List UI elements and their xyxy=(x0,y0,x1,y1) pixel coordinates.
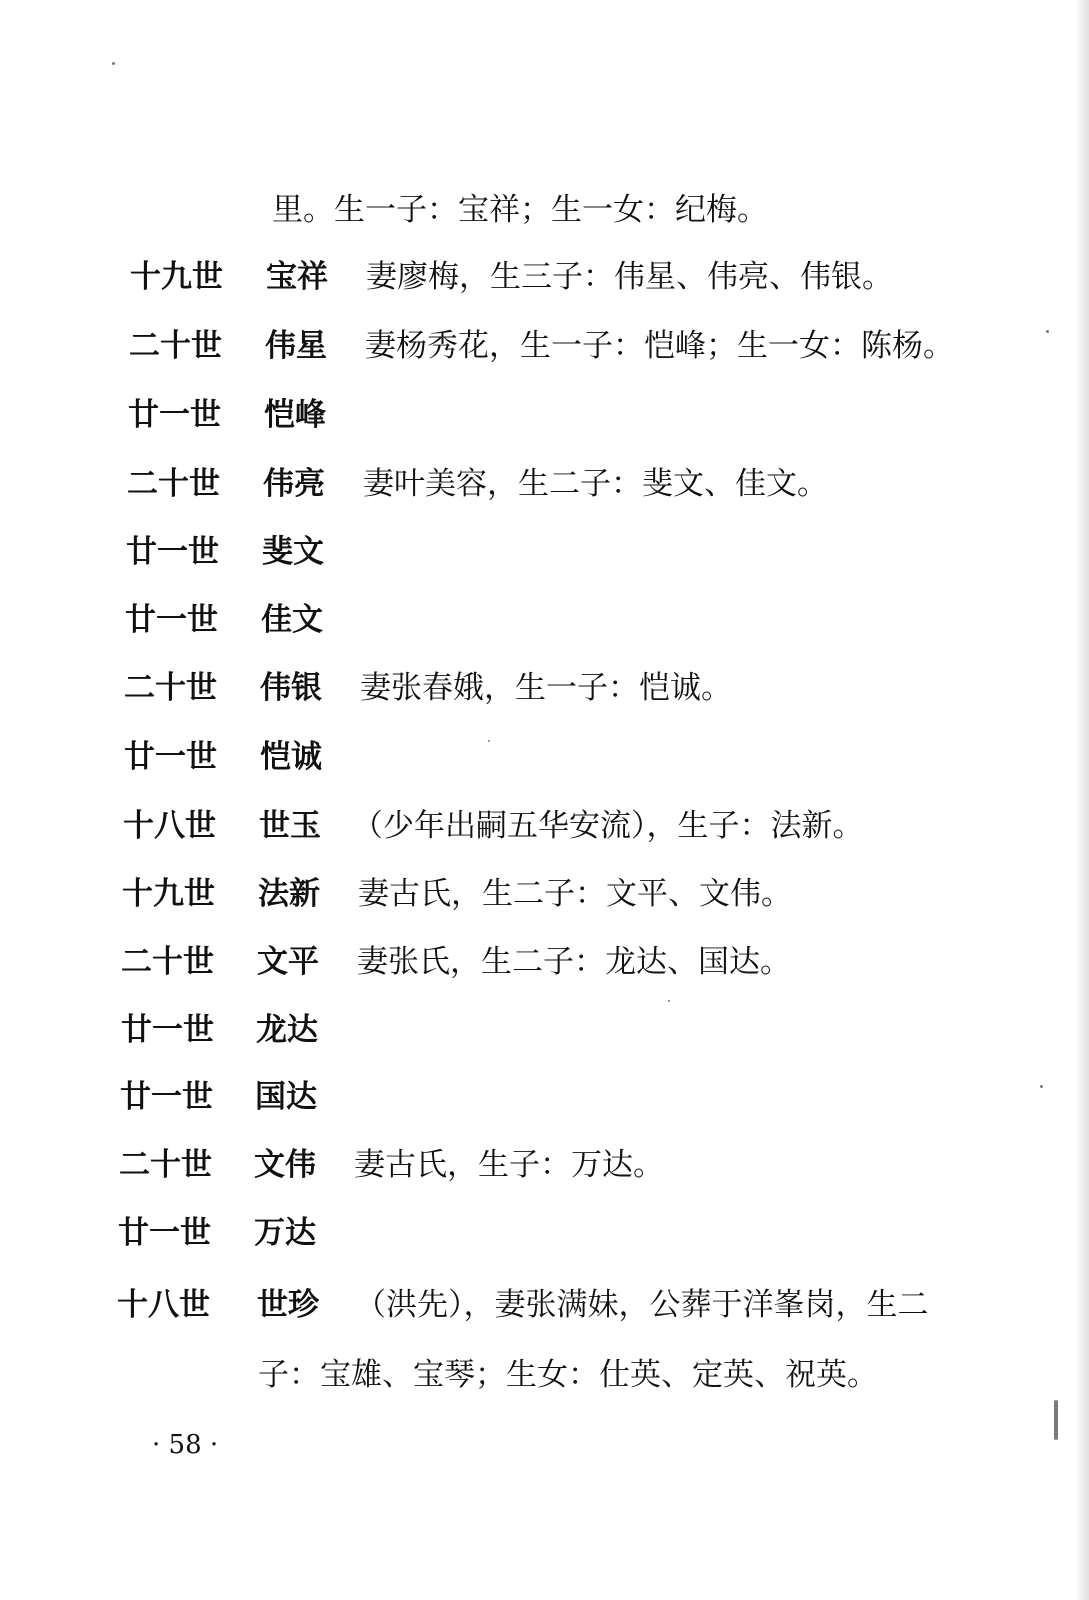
person-name: 斐文 xyxy=(262,534,324,570)
person-name: 文平 xyxy=(257,944,319,980)
scan-speck xyxy=(1054,1400,1058,1440)
entry-description: 妻张氏，生二子：龙达、国达。 xyxy=(357,944,791,980)
entry-description: 妻廖梅，生三子：伟星、伟亮、伟银。 xyxy=(366,259,893,295)
person-name: 世玉 xyxy=(259,808,321,844)
continuation-line-bottom: 子：宝雄、宝琴；生女：仕英、定英、祝英。 xyxy=(258,1357,878,1393)
person-name: 伟亮 xyxy=(263,466,325,502)
person-name: 佳文 xyxy=(261,602,323,638)
generation-label: 廿一世 xyxy=(121,1012,214,1048)
entry-description: （洪先），妻张满妹，公葬于洋峯岗，生二 xyxy=(355,1287,929,1323)
entry-description: （少年出嗣五华安流），生子：法新。 xyxy=(352,808,864,844)
person-name: 伟银 xyxy=(260,670,322,706)
generation-label: 廿一世 xyxy=(126,534,219,570)
scan-speck xyxy=(488,740,490,742)
person-name: 宝祥 xyxy=(266,259,328,295)
generation-label: 廿一世 xyxy=(120,1079,213,1115)
generation-label: 十九世 xyxy=(122,876,215,912)
generation-label: 廿一世 xyxy=(118,1215,211,1251)
entry-description: 妻古氏，生子：万达。 xyxy=(354,1147,664,1183)
continuation-line-top: 里。生一子：宝祥；生一女：纪梅。 xyxy=(272,192,768,228)
person-name: 恺诚 xyxy=(260,739,322,775)
generation-label: 廿一世 xyxy=(128,397,221,433)
generation-label: 二十世 xyxy=(119,1147,212,1183)
page-number: · 58 · xyxy=(152,1430,219,1460)
person-name: 恺峰 xyxy=(264,397,326,433)
person-name: 万达 xyxy=(254,1215,316,1251)
entry-description: 妻张春娥，生一子：恺诚。 xyxy=(360,670,732,706)
person-name: 龙达 xyxy=(256,1012,318,1048)
entry-description: 妻叶美容，生二子：斐文、佳文。 xyxy=(363,466,828,502)
scan-speck xyxy=(668,1000,670,1002)
generation-label: 十八世 xyxy=(117,1287,210,1323)
person-name: 国达 xyxy=(255,1079,317,1115)
scan-speck xyxy=(1040,1085,1043,1088)
person-name: 世珍 xyxy=(257,1287,319,1323)
generation-label: 廿一世 xyxy=(124,739,217,775)
person-name: 文伟 xyxy=(254,1147,316,1183)
generation-label: 廿一世 xyxy=(125,602,218,638)
person-name: 伟星 xyxy=(265,328,327,364)
generation-label: 二十世 xyxy=(129,328,222,364)
scan-speck xyxy=(1046,330,1049,333)
generation-label: 十九世 xyxy=(130,259,223,295)
person-name: 法新 xyxy=(258,876,320,912)
scan-speck xyxy=(112,62,115,65)
generation-label: 二十世 xyxy=(121,944,214,980)
generation-label: 二十世 xyxy=(127,466,220,502)
entry-description: 妻古氏，生二子：文平、文伟。 xyxy=(358,876,792,912)
entry-description: 妻杨秀花，生一子：恺峰；生一女：陈杨。 xyxy=(365,328,954,364)
generation-label: 二十世 xyxy=(124,670,217,706)
generation-label: 十八世 xyxy=(123,808,216,844)
page-edge-shadow xyxy=(1075,0,1089,1600)
